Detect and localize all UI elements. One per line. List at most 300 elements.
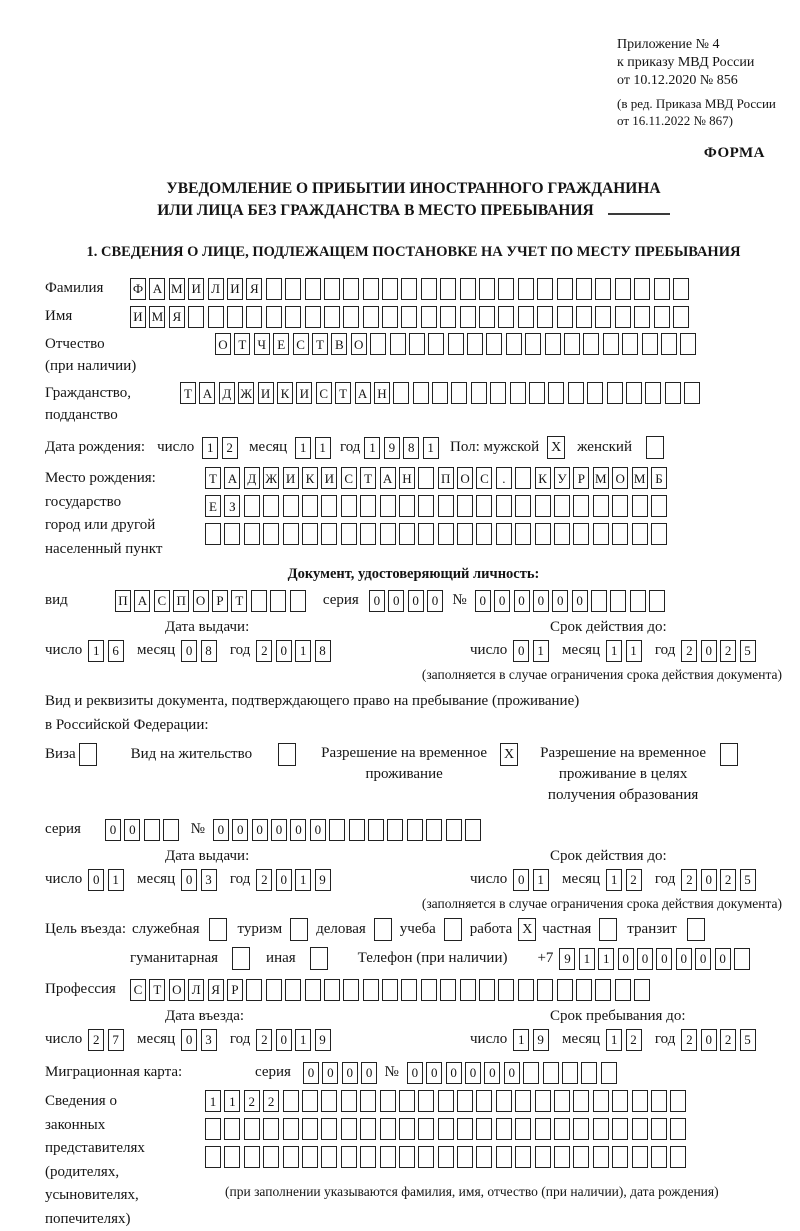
char-cell[interactable]: А xyxy=(224,467,240,489)
char-cell[interactable]: 0 xyxy=(552,590,568,612)
char-cell[interactable]: 0 xyxy=(124,819,140,841)
char-cell[interactable]: О xyxy=(351,333,367,355)
char-cell[interactable] xyxy=(626,382,642,404)
char-cell[interactable] xyxy=(321,1090,337,1112)
char-cell[interactable] xyxy=(661,333,677,355)
purpose-private-checkbox[interactable] xyxy=(599,918,617,941)
char-cell[interactable]: Т xyxy=(360,467,376,489)
char-cell[interactable] xyxy=(554,1090,570,1112)
char-cell[interactable] xyxy=(302,1118,318,1140)
char-cell[interactable]: 0 xyxy=(475,590,491,612)
char-cell[interactable] xyxy=(399,1146,415,1168)
char-cell[interactable] xyxy=(548,382,564,404)
char-cell[interactable] xyxy=(554,1118,570,1140)
char-cell[interactable] xyxy=(615,278,631,300)
char-cell[interactable] xyxy=(360,1090,376,1112)
char-cell[interactable] xyxy=(440,306,456,328)
char-cell[interactable]: 9 xyxy=(315,1029,331,1051)
char-cell[interactable] xyxy=(607,382,623,404)
migration-seriya-cells[interactable] xyxy=(303,1062,381,1084)
char-cell[interactable] xyxy=(496,1146,512,1168)
char-cell[interactable] xyxy=(654,278,670,300)
char-cell[interactable] xyxy=(593,1090,609,1112)
char-cell[interactable] xyxy=(266,979,282,1001)
birthdate-month-cells[interactable] xyxy=(295,437,334,459)
char-cell[interactable] xyxy=(537,278,553,300)
char-cell[interactable]: Я xyxy=(169,306,185,328)
char-cell[interactable] xyxy=(341,1146,357,1168)
char-cell[interactable]: 2 xyxy=(256,640,272,662)
birthplace-row2-cells[interactable] xyxy=(205,495,670,517)
char-cell[interactable] xyxy=(554,1146,570,1168)
char-cell[interactable]: 1 xyxy=(598,948,614,970)
char-cell[interactable] xyxy=(263,523,279,545)
char-cell[interactable] xyxy=(285,306,301,328)
char-cell[interactable] xyxy=(246,979,262,1001)
char-cell[interactable] xyxy=(496,1118,512,1140)
char-cell[interactable]: Л xyxy=(188,979,204,1001)
char-cell[interactable] xyxy=(665,382,681,404)
char-cell[interactable] xyxy=(329,819,345,841)
char-cell[interactable]: О xyxy=(169,979,185,1001)
char-cell[interactable] xyxy=(545,333,561,355)
char-cell[interactable]: 3 xyxy=(201,869,217,891)
char-cell[interactable] xyxy=(401,306,417,328)
residence-issue-day-cells[interactable] xyxy=(88,869,127,891)
char-cell[interactable]: 2 xyxy=(720,640,736,662)
char-cell[interactable] xyxy=(370,333,386,355)
char-cell[interactable]: И xyxy=(258,382,274,404)
char-cell[interactable] xyxy=(496,1090,512,1112)
char-cell[interactable] xyxy=(380,523,396,545)
char-cell[interactable]: И xyxy=(188,278,204,300)
char-cell[interactable]: 1 xyxy=(295,869,311,891)
char-cell[interactable] xyxy=(518,979,534,1001)
char-cell[interactable]: О xyxy=(193,590,209,612)
char-cell[interactable] xyxy=(401,979,417,1001)
char-cell[interactable] xyxy=(476,1118,492,1140)
char-cell[interactable] xyxy=(457,1146,473,1168)
char-cell[interactable]: 1 xyxy=(205,1090,221,1112)
char-cell[interactable] xyxy=(562,1062,578,1084)
migration-number-cells[interactable] xyxy=(407,1062,620,1084)
identity-valid-day-cells[interactable] xyxy=(513,640,552,662)
char-cell[interactable] xyxy=(244,495,260,517)
char-cell[interactable] xyxy=(290,590,306,612)
char-cell[interactable]: 0 xyxy=(695,948,711,970)
char-cell[interactable] xyxy=(581,1062,597,1084)
char-cell[interactable]: 0 xyxy=(303,1062,319,1084)
char-cell[interactable] xyxy=(632,1118,648,1140)
char-cell[interactable] xyxy=(205,523,221,545)
identity-issue-month-cells[interactable] xyxy=(181,640,220,662)
char-cell[interactable] xyxy=(573,523,589,545)
char-cell[interactable] xyxy=(263,1146,279,1168)
char-cell[interactable] xyxy=(418,1090,434,1112)
purpose-business-checkbox[interactable] xyxy=(374,918,392,941)
char-cell[interactable]: М xyxy=(149,306,165,328)
char-cell[interactable] xyxy=(418,495,434,517)
char-cell[interactable]: 1 xyxy=(224,1090,240,1112)
char-cell[interactable] xyxy=(476,523,492,545)
char-cell[interactable]: Т xyxy=(205,467,221,489)
stay-year-cells[interactable] xyxy=(681,1029,759,1051)
representatives-row3-cells[interactable] xyxy=(205,1146,719,1168)
char-cell[interactable]: М xyxy=(593,467,609,489)
char-cell[interactable] xyxy=(390,333,406,355)
char-cell[interactable] xyxy=(498,278,514,300)
identity-valid-year-cells[interactable] xyxy=(681,640,759,662)
purpose-humanitarian-checkbox[interactable] xyxy=(232,947,250,970)
char-cell[interactable] xyxy=(363,278,379,300)
char-cell[interactable] xyxy=(573,1146,589,1168)
char-cell[interactable] xyxy=(518,306,534,328)
char-cell[interactable] xyxy=(188,306,204,328)
char-cell[interactable] xyxy=(595,278,611,300)
char-cell[interactable] xyxy=(554,495,570,517)
char-cell[interactable] xyxy=(438,1090,454,1112)
char-cell[interactable] xyxy=(573,495,589,517)
char-cell[interactable] xyxy=(457,495,473,517)
char-cell[interactable]: К xyxy=(302,467,318,489)
char-cell[interactable]: Р xyxy=(573,467,589,489)
char-cell[interactable]: 2 xyxy=(88,1029,104,1051)
char-cell[interactable] xyxy=(673,306,689,328)
char-cell[interactable]: Р xyxy=(227,979,243,1001)
char-cell[interactable]: 8 xyxy=(403,437,419,459)
char-cell[interactable]: 0 xyxy=(388,590,404,612)
char-cell[interactable] xyxy=(601,1062,617,1084)
char-cell[interactable] xyxy=(612,1146,628,1168)
char-cell[interactable]: 0 xyxy=(181,869,197,891)
char-cell[interactable] xyxy=(457,523,473,545)
char-cell[interactable]: 2 xyxy=(244,1090,260,1112)
char-cell[interactable] xyxy=(438,1146,454,1168)
char-cell[interactable] xyxy=(634,306,650,328)
char-cell[interactable]: С xyxy=(476,467,492,489)
char-cell[interactable] xyxy=(486,333,502,355)
char-cell[interactable]: Д xyxy=(219,382,235,404)
char-cell[interactable]: 1 xyxy=(202,437,218,459)
char-cell[interactable]: 8 xyxy=(201,640,217,662)
phone-cells[interactable] xyxy=(559,948,753,970)
char-cell[interactable] xyxy=(360,1146,376,1168)
char-cell[interactable]: 9 xyxy=(533,1029,549,1051)
char-cell[interactable] xyxy=(479,306,495,328)
char-cell[interactable] xyxy=(399,1118,415,1140)
char-cell[interactable]: 1 xyxy=(579,948,595,970)
char-cell[interactable] xyxy=(515,1118,531,1140)
char-cell[interactable] xyxy=(537,979,553,1001)
char-cell[interactable]: П xyxy=(115,590,131,612)
char-cell[interactable]: К xyxy=(277,382,293,404)
char-cell[interactable] xyxy=(535,1090,551,1112)
char-cell[interactable] xyxy=(244,1118,260,1140)
char-cell[interactable] xyxy=(432,382,448,404)
char-cell[interactable] xyxy=(632,523,648,545)
char-cell[interactable] xyxy=(573,1090,589,1112)
char-cell[interactable] xyxy=(438,523,454,545)
char-cell[interactable]: 0 xyxy=(361,1062,377,1084)
char-cell[interactable] xyxy=(270,590,286,612)
char-cell[interactable]: 0 xyxy=(426,1062,442,1084)
char-cell[interactable]: Я xyxy=(208,979,224,1001)
purpose-work-checkbox[interactable]: X xyxy=(518,918,536,941)
char-cell[interactable] xyxy=(593,1146,609,1168)
char-cell[interactable]: 0 xyxy=(701,1029,717,1051)
sex-female-checkbox[interactable] xyxy=(646,436,664,459)
identity-seriya-cells[interactable] xyxy=(369,590,447,612)
representatives-row2-cells[interactable] xyxy=(205,1118,719,1140)
char-cell[interactable]: 9 xyxy=(315,869,331,891)
char-cell[interactable] xyxy=(321,523,337,545)
char-cell[interactable]: 0 xyxy=(213,819,229,841)
purpose-transit-checkbox[interactable] xyxy=(687,918,705,941)
residence-issue-month-cells[interactable] xyxy=(181,869,220,891)
identity-kind-cells[interactable] xyxy=(115,590,309,612)
residence-number-cells[interactable] xyxy=(213,819,484,841)
char-cell[interactable] xyxy=(387,819,403,841)
char-cell[interactable] xyxy=(680,333,696,355)
char-cell[interactable] xyxy=(360,495,376,517)
char-cell[interactable] xyxy=(651,1090,667,1112)
char-cell[interactable] xyxy=(440,278,456,300)
char-cell[interactable]: Д xyxy=(244,467,260,489)
char-cell[interactable]: 0 xyxy=(88,869,104,891)
char-cell[interactable] xyxy=(593,1118,609,1140)
char-cell[interactable] xyxy=(440,979,456,1001)
char-cell[interactable]: Ж xyxy=(238,382,254,404)
residence-seriya-cells[interactable] xyxy=(105,819,183,841)
char-cell[interactable]: Ч xyxy=(254,333,270,355)
char-cell[interactable] xyxy=(523,1062,539,1084)
char-cell[interactable] xyxy=(583,333,599,355)
char-cell[interactable]: 0 xyxy=(322,1062,338,1084)
residence-valid-year-cells[interactable] xyxy=(681,869,759,891)
char-cell[interactable] xyxy=(283,523,299,545)
char-cell[interactable]: 0 xyxy=(232,819,248,841)
char-cell[interactable] xyxy=(451,382,467,404)
char-cell[interactable]: 0 xyxy=(504,1062,520,1084)
char-cell[interactable] xyxy=(612,1118,628,1140)
firstname-cells[interactable] xyxy=(130,306,692,328)
char-cell[interactable]: Б xyxy=(651,467,667,489)
char-cell[interactable]: 0 xyxy=(637,948,653,970)
char-cell[interactable]: А xyxy=(380,467,396,489)
char-cell[interactable]: 0 xyxy=(513,640,529,662)
char-cell[interactable]: Н xyxy=(399,467,415,489)
char-cell[interactable] xyxy=(564,333,580,355)
char-cell[interactable]: 0 xyxy=(656,948,672,970)
char-cell[interactable]: 9 xyxy=(384,437,400,459)
char-cell[interactable] xyxy=(576,979,592,1001)
char-cell[interactable] xyxy=(612,1090,628,1112)
char-cell[interactable] xyxy=(603,333,619,355)
char-cell[interactable] xyxy=(285,278,301,300)
char-cell[interactable] xyxy=(446,819,462,841)
char-cell[interactable]: 0 xyxy=(369,590,385,612)
char-cell[interactable]: И xyxy=(227,278,243,300)
char-cell[interactable]: 0 xyxy=(276,640,292,662)
char-cell[interactable] xyxy=(363,306,379,328)
char-cell[interactable]: 2 xyxy=(626,1029,642,1051)
char-cell[interactable] xyxy=(285,979,301,1001)
char-cell[interactable]: 0 xyxy=(494,590,510,612)
char-cell[interactable] xyxy=(515,1146,531,1168)
char-cell[interactable] xyxy=(363,979,379,1001)
char-cell[interactable] xyxy=(302,495,318,517)
char-cell[interactable] xyxy=(498,306,514,328)
char-cell[interactable]: 1 xyxy=(626,640,642,662)
char-cell[interactable]: У xyxy=(554,467,570,489)
sex-male-checkbox[interactable]: X xyxy=(547,436,565,459)
char-cell[interactable] xyxy=(324,979,340,1001)
char-cell[interactable] xyxy=(382,979,398,1001)
char-cell[interactable]: О xyxy=(215,333,231,355)
char-cell[interactable] xyxy=(246,306,262,328)
char-cell[interactable] xyxy=(479,979,495,1001)
char-cell[interactable]: 0 xyxy=(701,869,717,891)
char-cell[interactable] xyxy=(393,382,409,404)
char-cell[interactable] xyxy=(343,278,359,300)
char-cell[interactable] xyxy=(421,278,437,300)
char-cell[interactable] xyxy=(634,979,650,1001)
char-cell[interactable]: 2 xyxy=(720,869,736,891)
char-cell[interactable] xyxy=(283,1090,299,1112)
char-cell[interactable]: 1 xyxy=(513,1029,529,1051)
char-cell[interactable]: 3 xyxy=(201,1029,217,1051)
char-cell[interactable] xyxy=(144,819,160,841)
visa-checkbox[interactable] xyxy=(79,743,97,766)
char-cell[interactable] xyxy=(305,979,321,1001)
char-cell[interactable] xyxy=(227,306,243,328)
identity-number-cells[interactable] xyxy=(475,590,669,612)
char-cell[interactable] xyxy=(595,979,611,1001)
residence-permit-checkbox[interactable] xyxy=(278,743,296,766)
char-cell[interactable] xyxy=(529,382,545,404)
char-cell[interactable] xyxy=(515,495,531,517)
char-cell[interactable] xyxy=(302,1146,318,1168)
char-cell[interactable] xyxy=(642,333,658,355)
char-cell[interactable] xyxy=(224,1118,240,1140)
char-cell[interactable]: 0 xyxy=(105,819,121,841)
char-cell[interactable] xyxy=(490,382,506,404)
char-cell[interactable] xyxy=(670,1090,686,1112)
char-cell[interactable]: Е xyxy=(273,333,289,355)
char-cell[interactable] xyxy=(341,1090,357,1112)
char-cell[interactable] xyxy=(428,333,444,355)
char-cell[interactable]: 0 xyxy=(181,640,197,662)
char-cell[interactable] xyxy=(595,306,611,328)
char-cell[interactable]: 0 xyxy=(533,590,549,612)
char-cell[interactable]: Т xyxy=(231,590,247,612)
char-cell[interactable]: 1 xyxy=(88,640,104,662)
char-cell[interactable]: 1 xyxy=(315,437,331,459)
char-cell[interactable] xyxy=(651,495,667,517)
char-cell[interactable] xyxy=(244,523,260,545)
char-cell[interactable] xyxy=(632,1090,648,1112)
char-cell[interactable] xyxy=(576,306,592,328)
char-cell[interactable] xyxy=(557,979,573,1001)
profession-cells[interactable] xyxy=(130,979,654,1001)
char-cell[interactable] xyxy=(324,278,340,300)
char-cell[interactable] xyxy=(630,590,646,612)
char-cell[interactable]: 1 xyxy=(295,1029,311,1051)
temp-residence-checkbox[interactable]: X xyxy=(500,743,518,766)
char-cell[interactable]: 2 xyxy=(256,1029,272,1051)
char-cell[interactable] xyxy=(324,306,340,328)
char-cell[interactable] xyxy=(321,1146,337,1168)
char-cell[interactable] xyxy=(557,278,573,300)
char-cell[interactable]: Ж xyxy=(263,467,279,489)
char-cell[interactable] xyxy=(418,523,434,545)
char-cell[interactable]: П xyxy=(438,467,454,489)
char-cell[interactable] xyxy=(593,495,609,517)
char-cell[interactable]: И xyxy=(283,467,299,489)
char-cell[interactable] xyxy=(634,278,650,300)
char-cell[interactable]: 5 xyxy=(740,869,756,891)
char-cell[interactable]: К xyxy=(535,467,551,489)
char-cell[interactable]: 0 xyxy=(408,590,424,612)
char-cell[interactable] xyxy=(321,1118,337,1140)
char-cell[interactable] xyxy=(341,523,357,545)
char-cell[interactable]: 0 xyxy=(446,1062,462,1084)
char-cell[interactable] xyxy=(515,1090,531,1112)
char-cell[interactable]: 2 xyxy=(681,1029,697,1051)
char-cell[interactable] xyxy=(622,333,638,355)
char-cell[interactable] xyxy=(576,278,592,300)
char-cell[interactable]: 0 xyxy=(618,948,634,970)
char-cell[interactable] xyxy=(535,1118,551,1140)
char-cell[interactable]: С xyxy=(130,979,146,1001)
char-cell[interactable] xyxy=(302,523,318,545)
char-cell[interactable]: Е xyxy=(205,495,221,517)
char-cell[interactable]: О xyxy=(612,467,628,489)
char-cell[interactable] xyxy=(421,979,437,1001)
char-cell[interactable] xyxy=(670,1118,686,1140)
char-cell[interactable] xyxy=(407,819,423,841)
char-cell[interactable]: 0 xyxy=(701,640,717,662)
char-cell[interactable]: 1 xyxy=(606,869,622,891)
char-cell[interactable]: Я xyxy=(246,278,262,300)
char-cell[interactable]: Т xyxy=(149,979,165,1001)
char-cell[interactable] xyxy=(305,278,321,300)
char-cell[interactable] xyxy=(476,1090,492,1112)
char-cell[interactable]: 0 xyxy=(252,819,268,841)
entry-year-cells[interactable] xyxy=(256,1029,334,1051)
char-cell[interactable] xyxy=(266,306,282,328)
char-cell[interactable] xyxy=(515,467,531,489)
char-cell[interactable]: 1 xyxy=(423,437,439,459)
citizenship-cells[interactable] xyxy=(180,382,704,404)
purpose-study-checkbox[interactable] xyxy=(444,918,462,941)
char-cell[interactable]: 5 xyxy=(740,1029,756,1051)
char-cell[interactable] xyxy=(557,306,573,328)
identity-issue-day-cells[interactable] xyxy=(88,640,127,662)
char-cell[interactable] xyxy=(510,382,526,404)
char-cell[interactable] xyxy=(612,495,628,517)
char-cell[interactable]: 1 xyxy=(295,437,311,459)
char-cell[interactable] xyxy=(684,382,700,404)
char-cell[interactable]: 9 xyxy=(559,948,575,970)
char-cell[interactable] xyxy=(632,1146,648,1168)
char-cell[interactable] xyxy=(518,278,534,300)
residence-valid-day-cells[interactable] xyxy=(513,869,552,891)
char-cell[interactable]: 0 xyxy=(572,590,588,612)
char-cell[interactable] xyxy=(283,1118,299,1140)
char-cell[interactable] xyxy=(349,819,365,841)
char-cell[interactable] xyxy=(418,1146,434,1168)
